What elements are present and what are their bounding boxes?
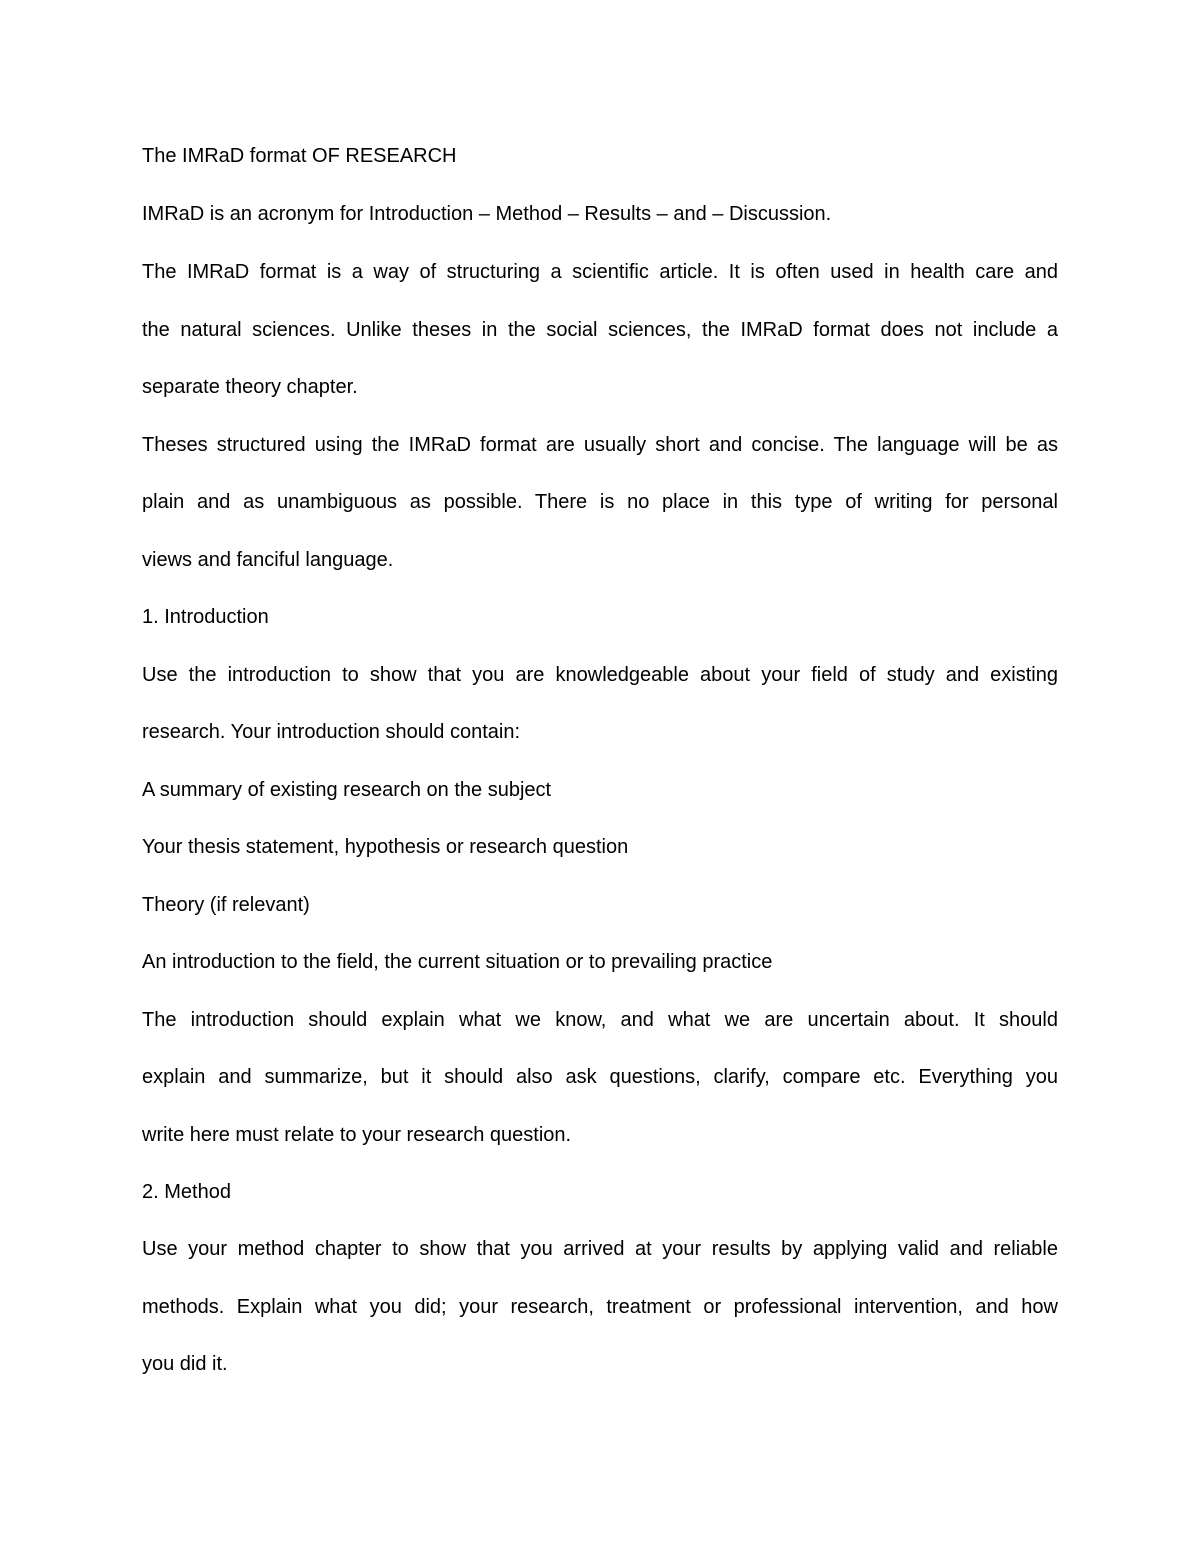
- paragraph-line: Use the introduction to show that you are knowledgeable about your field of study and existing: [142, 664, 1058, 686]
- paragraph-line: Use your method chapter to show that you arrived at your results by applying valid and reliable: [142, 1238, 1058, 1260]
- paragraph-line: plain and as unambiguous as possible. There is no place in this type of writing for personal: [142, 491, 1058, 513]
- paragraph-line: The introduction should explain what we know, and what we are uncertain about. It should: [142, 1009, 1058, 1031]
- paragraph-line: research. Your introduction should contain:: [142, 721, 521, 743]
- paragraph-line: the natural sciences. Unlike theses in the social sciences, the IMRaD format does not include a: [142, 319, 1058, 341]
- paragraph-line: explain and summarize, but it should also ask questions, clarify, compare etc. Everything you: [142, 1066, 1058, 1088]
- paragraph-line: separate theory chapter.: [142, 376, 358, 398]
- list-item: A summary of existing research on the subject: [142, 779, 552, 801]
- paragraph-line: methods. Explain what you did; your research, treatment or professional intervention, and how: [142, 1296, 1058, 1318]
- paragraph-line: Theses structured using the IMRaD format are usually short and concise. The language will be as: [142, 434, 1058, 456]
- paragraph-line: views and fanciful language.: [142, 549, 394, 571]
- document-title: The IMRaD format OF RESEARCH: [142, 145, 457, 167]
- acronym-line: IMRaD is an acronym for Introduction – Method – Results – and – Discussion.: [142, 203, 832, 225]
- list-item: An introduction to the field, the current situation or to prevailing practice: [142, 951, 773, 973]
- section-heading-introduction: 1. Introduction: [142, 606, 269, 628]
- list-item: Theory (if relevant): [142, 894, 310, 916]
- section-heading-method: 2. Method: [142, 1181, 231, 1203]
- paragraph-line: The IMRaD format is a way of structuring a scientific article. It is often used in health care and: [142, 261, 1058, 283]
- paragraph-line: write here must relate to your research question.: [142, 1124, 572, 1146]
- paragraph-line: you did it.: [142, 1353, 228, 1375]
- list-item: Your thesis statement, hypothesis or research question: [142, 836, 629, 858]
